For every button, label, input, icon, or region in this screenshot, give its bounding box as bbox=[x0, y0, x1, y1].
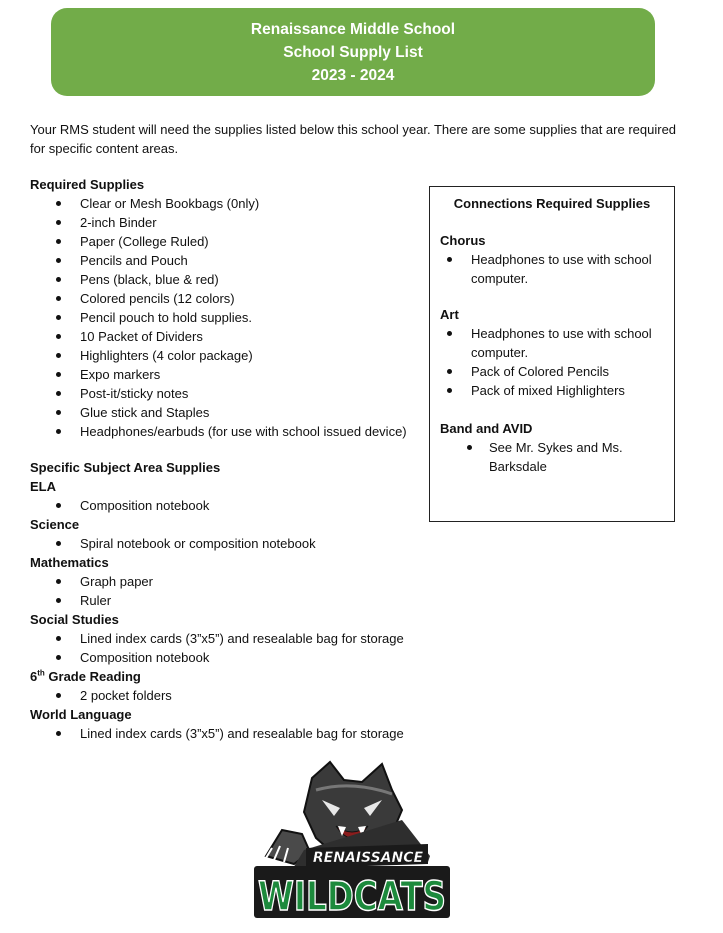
subject-reading: 6th Grade Reading bbox=[30, 668, 141, 684]
list-item: Graph paper bbox=[30, 572, 407, 591]
subject-world-language: World Language bbox=[30, 707, 132, 722]
subject-math: Mathematics bbox=[30, 555, 109, 570]
list-item: 2 pocket folders bbox=[30, 686, 407, 705]
list-item: 10 Packet of Dividers bbox=[30, 327, 407, 346]
bullet-icon bbox=[56, 258, 61, 263]
bullet-icon bbox=[56, 731, 61, 736]
chorus-section bbox=[440, 231, 670, 288]
list-item: Colored pencils (12 colors) bbox=[30, 289, 407, 308]
band-avid-section bbox=[440, 419, 670, 476]
bullet-icon bbox=[56, 372, 61, 377]
school-year: 2023 - 2024 bbox=[311, 66, 395, 84]
list-item: Headphones to use with school computer. bbox=[440, 324, 670, 362]
bullet-icon bbox=[56, 579, 61, 584]
list-item: Headphones to use with school computer. bbox=[440, 250, 670, 288]
list-item: Highlighters (4 color package) bbox=[30, 346, 407, 365]
bullet-icon bbox=[56, 541, 61, 546]
bullet-icon bbox=[56, 334, 61, 339]
bullet-icon bbox=[56, 503, 61, 508]
list-item: Glue stick and Staples bbox=[30, 403, 407, 422]
bullet-icon bbox=[56, 598, 61, 603]
bullet-icon bbox=[447, 388, 452, 393]
list-item: Pack of mixed Highlighters bbox=[440, 381, 670, 400]
subject-ela: ELA bbox=[30, 479, 56, 494]
list-item: Composition notebook bbox=[30, 496, 407, 515]
list-item: See Mr. Sykes and Ms. Barksdale bbox=[440, 438, 659, 476]
list-item: Paper (College Ruled) bbox=[30, 232, 407, 251]
bullet-icon bbox=[56, 296, 61, 301]
list-item: Ruler bbox=[30, 591, 407, 610]
logo-wildcats-text: WILDCATS bbox=[258, 874, 446, 920]
left-column bbox=[30, 175, 407, 743]
wildcats-logo bbox=[252, 760, 452, 925]
bullet-icon bbox=[56, 636, 61, 641]
specific-heading: Specific Subject Area Supplies bbox=[30, 460, 221, 475]
bullet-icon bbox=[56, 201, 61, 206]
bullet-icon bbox=[447, 369, 452, 374]
bullet-icon bbox=[56, 391, 61, 396]
intro-paragraph: Your RMS student will need the supplies listed below this school year. There are some supplies that are required for specific content areas. bbox=[30, 122, 677, 156]
subject-science: Science bbox=[30, 517, 80, 532]
list-item: Pencil pouch to hold supplies. bbox=[30, 308, 407, 327]
bullet-icon bbox=[56, 693, 61, 698]
art-heading: Art bbox=[440, 307, 459, 322]
list-item: Composition notebook bbox=[30, 648, 407, 667]
list-item: Expo markers bbox=[30, 365, 407, 384]
bullet-icon bbox=[56, 315, 61, 320]
list-item: Spiral notebook or composition notebook bbox=[30, 534, 407, 553]
list-item: Lined index cards (3”x5”) and resealable bag for storage bbox=[30, 724, 407, 743]
list-title: School Supply List bbox=[283, 43, 423, 61]
connections-box bbox=[429, 186, 675, 522]
subject-social-studies: Social Studies bbox=[30, 612, 119, 627]
bullet-icon bbox=[56, 353, 61, 358]
list-item: Headphones/earbuds (for use with school issued device) bbox=[30, 422, 407, 441]
header-banner bbox=[51, 8, 655, 96]
list-item: Pack of Colored Pencils bbox=[440, 362, 670, 381]
chorus-heading: Chorus bbox=[440, 233, 486, 248]
band-avid-heading: Band and AVID bbox=[440, 421, 533, 436]
connections-title: Connections Required Supplies bbox=[453, 196, 651, 211]
list-item: Pencils and Pouch bbox=[30, 251, 407, 270]
bullet-icon bbox=[467, 445, 472, 450]
list-item: 2-inch Binder bbox=[30, 213, 407, 232]
logo-renaissance-text: RENAISSANCE bbox=[312, 850, 424, 866]
bullet-icon bbox=[56, 410, 61, 415]
bullet-icon bbox=[56, 655, 61, 660]
bullet-icon bbox=[447, 257, 452, 262]
required-heading: Required Supplies bbox=[30, 177, 145, 192]
bullet-icon bbox=[56, 429, 61, 434]
list-item: Pens (black, blue & red) bbox=[30, 270, 407, 289]
bullet-icon bbox=[56, 277, 61, 282]
list-item: Post-it/sticky notes bbox=[30, 384, 407, 403]
bullet-icon bbox=[447, 331, 452, 336]
school-name: Renaissance Middle School bbox=[250, 20, 456, 38]
bullet-icon bbox=[56, 220, 61, 225]
art-section bbox=[440, 305, 670, 400]
list-item: Lined index cards (3”x5”) and resealable bag for storage bbox=[30, 629, 407, 648]
bullet-icon bbox=[56, 239, 61, 244]
list-item: Clear or Mesh Bookbags (0nly) bbox=[30, 194, 407, 213]
